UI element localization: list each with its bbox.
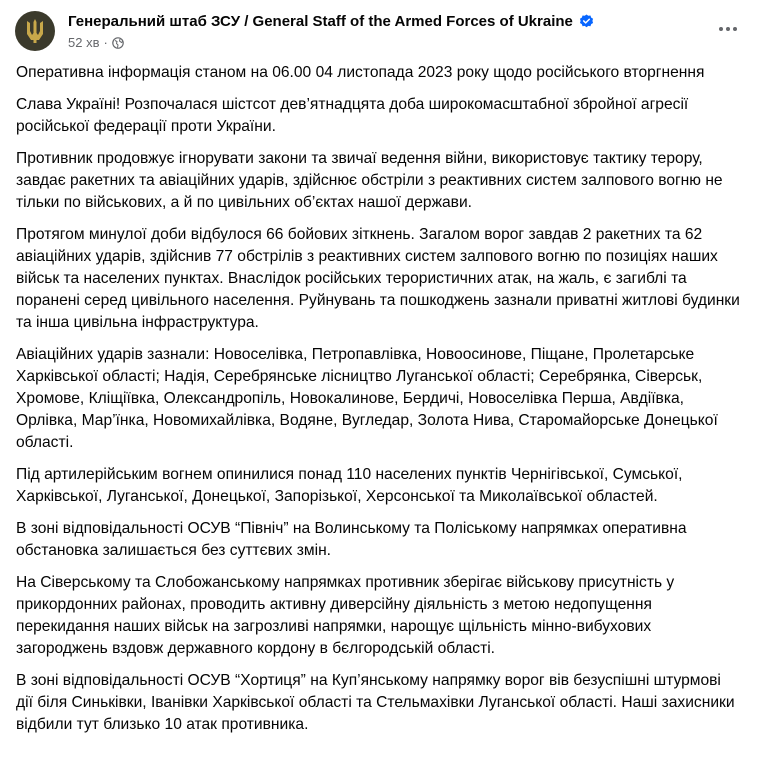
post-paragraph: На Сіверському та Слобожанському напрямках противник зберігає військову присутність у прикордонних районах, проводить активну диверсійну діяльність з метою недопущення перекидання наших військ на загрозливі напрямки, нарощує щільність мінно-вибухових загороджень вздовж державного кордону в бєлгородській області. bbox=[16, 574, 675, 657]
post-paragraph: Під артилерійським вогнем опинилися понад 110 населених пунктів Чернігівської, Сумської, Харківської, Луганської, Донецької, Запорізької, Херсонської та Миколаївської областей. bbox=[16, 466, 683, 505]
author-line bbox=[68, 13, 594, 30]
trident-emblem-icon[interactable] bbox=[15, 11, 55, 51]
verified-badge-icon bbox=[579, 14, 594, 29]
post-paragraph: Протягом минулої доби відбулося 66 бойових зіткнень. Загалом ворог завдав 2 ракетних та 62 авіаційних ударів, здійснив 77 обстрілів з реактивних систем залпового вогню по позиціях наших військ та населених пунктах. Внаслідок російських терористичних атак, на жаль, є загиблі та поранені серед цивільного населення. Руйнувань та пошкоджень зазнали приватні житлові будинки та інша цивільна інфраструктура. bbox=[16, 226, 740, 331]
post-body bbox=[16, 62, 741, 746]
author-name[interactable]: Генеральний штаб ЗСУ / General Staff of the Armed Forces of Ukraine bbox=[68, 13, 573, 30]
post-meta bbox=[68, 35, 124, 50]
more-options-icon[interactable] bbox=[713, 14, 743, 44]
globe-icon bbox=[112, 37, 124, 49]
post-timestamp[interactable]: 52 хв bbox=[68, 35, 100, 50]
post-paragraph: Авіаційних ударів зазнали: Новоселівка, Петропавлівка, Новоосинове, Піщане, Пролетарське Харківської області; Надія, Серебрянське лісництво Луганської області; Серебрянка, Сіверськ, Хромове, Кліщіївка, Олександропіль, Новокалинове, Бердичі, Новоселівка Перша, Авдіївка, Орлівка, Мар’їнка, Новомихайлівка, Водяне, Вугледар, Золота Нива, Старомайорське Донецької області. bbox=[16, 346, 718, 451]
post-paragraph: В зоні відповідальності ОСУВ “Північ” на Волинському та Поліському напрямках оперативна обстановка залишається без суттєвих змін. bbox=[16, 520, 687, 559]
post-paragraph: Противник продовжує ігнорувати закони та звичаї ведення війни, використовує тактику терору, завдає ракетних та авіаційних ударів, здійснює обстріли з реактивних систем залпового вогню не тільки по військових, а й по цивільних об’єктах нашої держави. bbox=[16, 150, 723, 211]
post-paragraph: Слава Україні! Розпочалася шістсот дев’ятнадцята доба широкомасштабної збройної агресії російської федерації проти України. bbox=[16, 96, 689, 135]
post-paragraph: Оперативна інформація станом на 06.00 04 листопада 2023 року щодо російського вторгнення bbox=[16, 64, 705, 81]
post-paragraph: В зоні відповідальності ОСУВ “Хортиця” на Куп’янському напрямку ворог вів безуспішні штурмові дії біля Синьківки, Іванівки Харківської області та Стельмахівки Луганської області. Наші захисники відбили тут близько 10 атак противника. bbox=[16, 672, 735, 733]
post-header bbox=[15, 10, 743, 54]
meta-separator: · bbox=[103, 35, 108, 50]
